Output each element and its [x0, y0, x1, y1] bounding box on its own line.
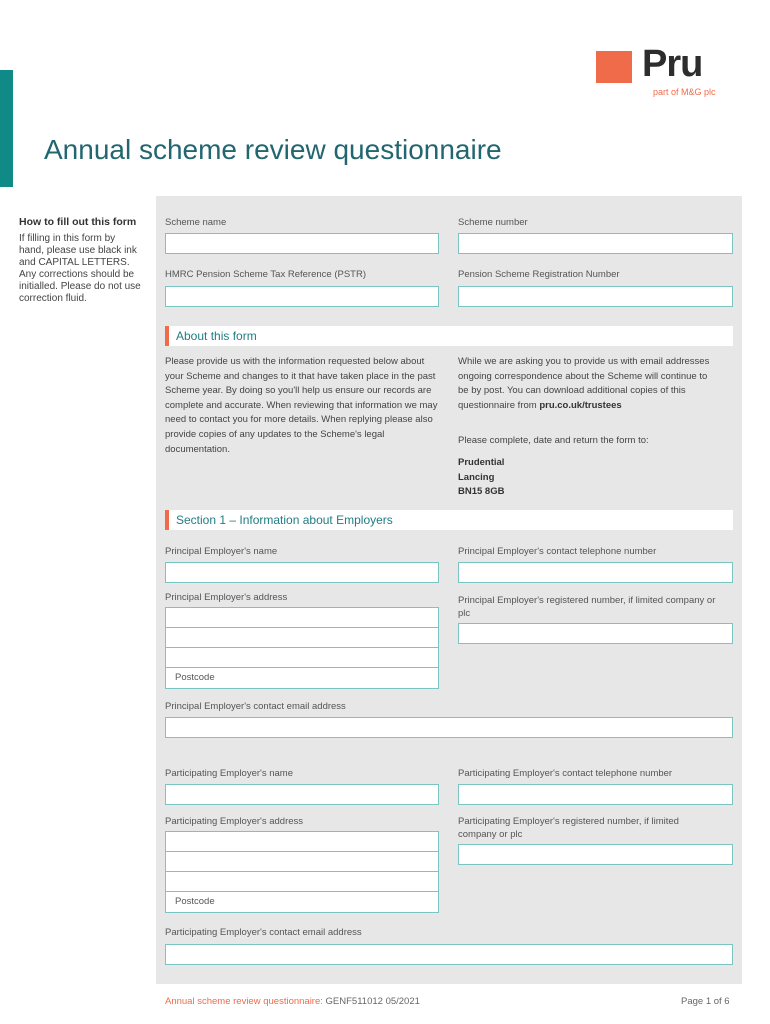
- footer-doc-ref: [165, 996, 420, 1007]
- participating-regnum-field[interactable]: [458, 844, 733, 865]
- participating-address-label: Participating Employer's address: [165, 816, 304, 827]
- help-text: If filling in this form by hand, please use black ink and CAPITAL LETTERS. Any corrections should be initialled. Please do not use correction fluid.: [19, 233, 141, 304]
- principal-address-label: Principal Employer's address: [165, 592, 288, 603]
- principal-name-field[interactable]: [165, 562, 439, 583]
- footer-doc-code: GENF511012 05/2021: [325, 996, 420, 1007]
- logo-tagline: part of M&G plc: [653, 87, 716, 97]
- principal-regnum-field[interactable]: [458, 623, 733, 644]
- principal-regnum-label: Principal Employer's registered number, if limited company or plc: [458, 595, 716, 619]
- postcode-input[interactable]: Postcode: [175, 672, 215, 683]
- psr-field[interactable]: [458, 286, 733, 307]
- about-header-bar: [165, 326, 169, 346]
- return-address: [458, 456, 658, 500]
- logo-square-icon: [596, 51, 632, 83]
- page-title: Annual scheme review questionnaire: [44, 133, 502, 165]
- participating-name-field[interactable]: [165, 784, 439, 805]
- about-para-right: [458, 355, 720, 413]
- address-line-input[interactable]: [166, 872, 438, 892]
- participating-email-field[interactable]: [165, 944, 733, 965]
- address-line-input[interactable]: [166, 608, 438, 628]
- principal-address-field[interactable]: [165, 607, 439, 689]
- about-header: [165, 326, 733, 346]
- address-line-input[interactable]: [166, 628, 438, 648]
- participating-phone-label: Participating Employer's contact telephone number: [458, 768, 673, 779]
- address-line: Prudential: [458, 457, 505, 468]
- pstr-label: HMRC Pension Scheme Tax Reference (PSTR): [165, 269, 366, 280]
- about-para-right-text: While we are asking you to provide us with email addresses ongoing correspondence about the Scheme will continue to be by post. You can download additional copies of this questionnaire from: [458, 356, 710, 411]
- logo-wordmark: Pru: [642, 43, 703, 85]
- participating-name-label: Participating Employer's name: [165, 768, 294, 779]
- scheme-name-label: Scheme name: [165, 217, 227, 228]
- principal-phone-field[interactable]: [458, 562, 733, 583]
- scheme-number-field[interactable]: [458, 233, 733, 254]
- pstr-field[interactable]: [165, 286, 439, 307]
- participating-regnum-label: Participating Employer's registered number, if limited company or plc: [458, 816, 679, 840]
- principal-email-label: Principal Employer's contact email address: [165, 701, 346, 712]
- postcode-input[interactable]: Postcode: [175, 896, 215, 907]
- help-title: How to fill out this form: [19, 216, 137, 228]
- footer-page-number: Page 1 of 6: [681, 996, 730, 1007]
- section1-header: [165, 510, 733, 530]
- footer-doc-name: Annual scheme review questionnaire:: [165, 996, 323, 1007]
- about-return-text: Please complete, date and return the form to:: [458, 435, 649, 446]
- scheme-number-label: Scheme number: [458, 217, 528, 228]
- address-line: Lancing: [458, 471, 495, 483]
- section1-heading: Section 1 – Information about Employers: [176, 513, 393, 527]
- participating-phone-field[interactable]: [458, 784, 733, 805]
- participating-address-field[interactable]: [165, 831, 439, 913]
- address-line: BN15 8GB: [458, 486, 505, 498]
- principal-name-label: Principal Employer's name: [165, 546, 278, 557]
- section1-header-bar: [165, 510, 169, 530]
- address-line-input[interactable]: [166, 832, 438, 852]
- psr-label: Pension Scheme Registration Number: [458, 269, 620, 280]
- scheme-name-field[interactable]: [165, 233, 439, 254]
- principal-phone-label: Principal Employer's contact telephone number: [458, 546, 657, 557]
- participating-email-label: Participating Employer's contact email address: [165, 927, 362, 938]
- about-heading: About this form: [176, 329, 257, 343]
- principal-email-field[interactable]: [165, 717, 733, 738]
- trustees-link[interactable]: pru.co.uk/trustees: [539, 399, 622, 411]
- address-line-input[interactable]: [166, 648, 438, 668]
- about-para-left: Please provide us with the information requested below about your Scheme and changes to it that have taken place in the past Scheme year. By doing so you'll help us ensure our records are complete and accurate. When reviewing that information we may need to contact you for more details. When replying please also provide copies of any updates to the Scheme's legal documentation.: [165, 356, 438, 455]
- address-line-input[interactable]: [166, 852, 438, 872]
- side-accent-bar: [0, 70, 13, 187]
